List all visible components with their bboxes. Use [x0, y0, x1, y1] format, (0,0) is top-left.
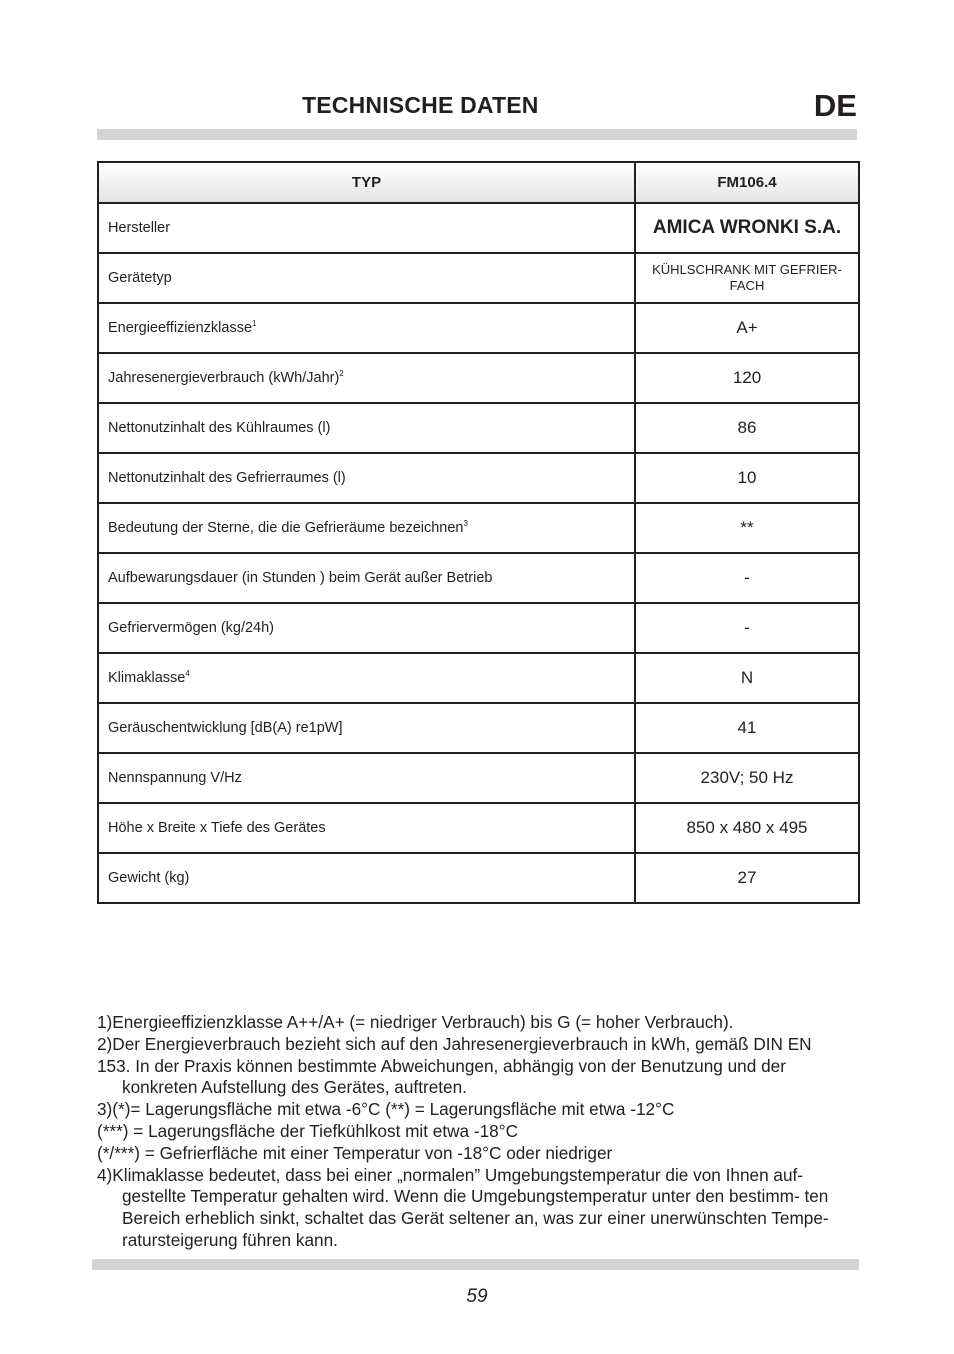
row-label — [98, 203, 635, 253]
row-label-text: Höhe x Breite x Tiefe des Gerätes — [108, 820, 326, 836]
footnote-ref: 1 — [252, 319, 257, 329]
row-value: 27 — [635, 853, 859, 903]
row-label-text: Klimaklasse — [108, 670, 186, 686]
footnote-item: 153. In der Praxis können bestimmte Abweichungen, abhängig von der Benutzung und der konkreten Aufstellung des Gerätes, auftreten. — [97, 1055, 786, 1098]
table-row — [98, 453, 859, 503]
row-value: - — [635, 553, 859, 603]
row-label — [98, 303, 635, 353]
row-label — [98, 353, 635, 403]
header-divider — [97, 129, 857, 140]
footnote-item: (***) = Lagerungsfläche der Tiefkühlkost mit etwa -18°C — [97, 1120, 519, 1141]
row-value: A+ — [635, 303, 859, 353]
row-value: 10 — [635, 453, 859, 503]
row-label-text: Gewicht (kg) — [108, 870, 190, 886]
row-label — [98, 503, 635, 553]
row-value: 120 — [635, 353, 859, 403]
page-number: 59 — [466, 1286, 488, 1307]
row-label-text: Aufbewarungsdauer (in Stunden ) beim Gerät außer Betrieb — [108, 570, 493, 586]
footnote-ref: 4 — [185, 669, 190, 679]
table-row — [98, 553, 859, 603]
header-model: FM106.4 — [635, 162, 859, 203]
row-label — [98, 703, 635, 753]
row-label — [98, 803, 635, 853]
table-row — [98, 303, 859, 353]
footer-divider — [92, 1259, 859, 1270]
row-label-text: Nettonutzinhalt des Gefrierraumes (l) — [108, 470, 346, 486]
row-value: N — [635, 653, 859, 703]
table-row — [98, 653, 859, 703]
footnote-ref: 2 — [339, 369, 344, 379]
row-value: 41 — [635, 703, 859, 753]
footnote-item: (*/***) = Gefrierfläche mit einer Temperatur von -18°C oder niedriger — [97, 1142, 613, 1163]
footnote-ref: 3 — [463, 519, 468, 529]
row-label — [98, 453, 635, 503]
row-value: - — [635, 603, 859, 653]
table-row — [98, 853, 859, 903]
table-row — [98, 503, 859, 553]
row-value: 230V; 50 Hz — [635, 753, 859, 803]
row-label — [98, 253, 635, 303]
table-row — [98, 353, 859, 403]
row-label — [98, 753, 635, 803]
table-row — [98, 753, 859, 803]
row-label-text: Jahresenergieverbrauch (kWh/Jahr) — [108, 370, 340, 386]
row-label-text: Energieeffizienzklasse — [108, 320, 253, 336]
page-title: TECHNISCHE DATEN — [302, 92, 539, 118]
row-value: AMICA WRONKI S.A. — [635, 203, 859, 253]
row-label-text: Geräuschentwicklung [dB(A) re1pW] — [108, 720, 343, 736]
row-label-text: Nettonutzinhalt des Kühlraumes (l) — [108, 420, 331, 436]
table-row — [98, 603, 859, 653]
row-label-text: Gefriervermögen (kg/24h) — [108, 620, 275, 636]
row-label — [98, 403, 635, 453]
row-label-text: Bedeutung der Sterne, die die Gefrieräume bezeichnen — [108, 520, 464, 536]
row-label-text: Gerätetyp — [108, 270, 172, 286]
row-label-text: Nennspannung V/Hz — [108, 770, 242, 786]
row-value: KÜHLSCHRANK MIT GEFRIER- FACH — [635, 253, 859, 303]
footnote-item: 1)Energieeffizienzklasse A++/A+ (= niedriger Verbrauch) bis G (= hoher Verbrauch). — [97, 1012, 734, 1032]
footnotes — [97, 1012, 859, 1252]
footnote-item: 4)Klimaklasse bedeutet, dass bei einer „normalen” Umgebungstemperatur die von Ihnen auf- gestellte Temperatur gehalten wird. Wenn die Umgebungstemperatur unter den bestimm- ten Bereich erheblich sinkt, schaltet das Gerät seltener an, was zur einer unerwünschten Tempe- ratursteigerung führen kann. — [97, 1164, 829, 1250]
table-row — [98, 703, 859, 753]
table-row — [98, 253, 859, 303]
row-value: ** — [635, 503, 859, 553]
row-value: 850 x 480 x 495 — [635, 803, 859, 853]
spec-table — [97, 161, 860, 904]
row-label — [98, 603, 635, 653]
table-row — [98, 403, 859, 453]
row-value: 86 — [635, 403, 859, 453]
row-label — [98, 653, 635, 703]
row-label — [98, 553, 635, 603]
header-type: TYP — [98, 162, 635, 203]
table-row — [98, 203, 859, 253]
footnote-item: 3)(*)= Lagerungsfläche mit etwa -6°C (**) = Lagerungsfläche mit etwa -12°C — [97, 1099, 675, 1120]
table-header-row — [98, 162, 859, 203]
spec-table-body — [98, 203, 859, 903]
language-code: DE — [813, 88, 857, 123]
footnote-item: 2)Der Energieverbrauch bezieht sich auf den Jahresenergieverbrauch in kWh, gemäß DIN EN — [97, 1033, 812, 1054]
row-label-text: Hersteller — [108, 220, 171, 236]
table-row — [98, 803, 859, 853]
row-label — [98, 853, 635, 903]
